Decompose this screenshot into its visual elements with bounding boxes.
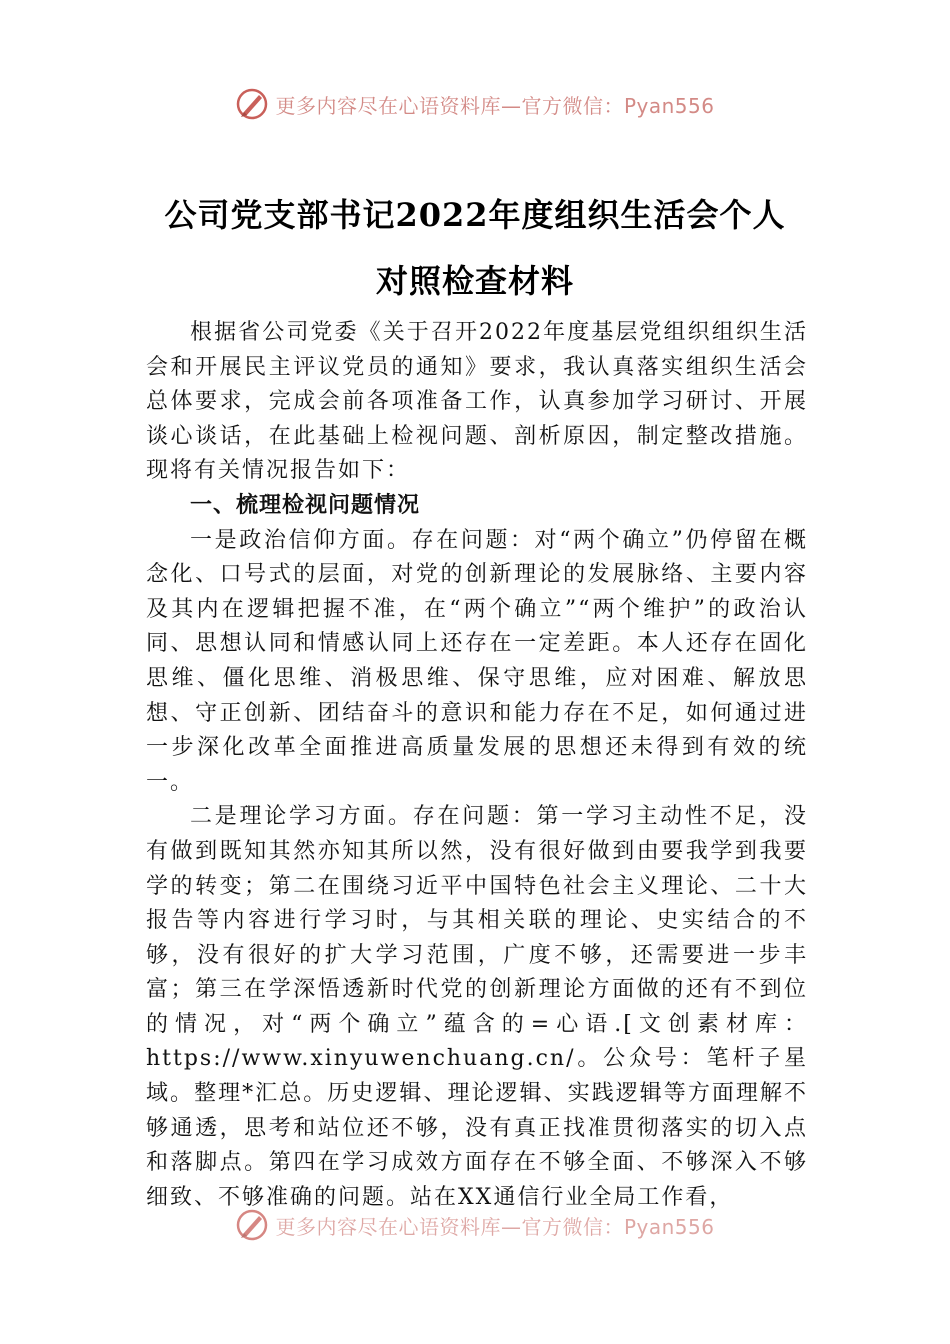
pen-logo-icon <box>235 87 269 121</box>
watermark-footer <box>0 1205 950 1245</box>
watermark-text-footer: 更多内容尽在心语资料库—官方微信：Pyan556 <box>275 1214 715 1239</box>
pen-logo-icon <box>235 1208 269 1242</box>
section-heading: 一、梳理检视问题情况 <box>190 492 421 518</box>
item-theory-study: 二是理论学习方面。存在问题：第一学习主动性不足，没有做到既知其然亦知其所以然，没有很好做到由要我学到我要学的转变；第二在围绕习近平中国特色社会主义理论、二十大报告等内容进行学习时，与其相关联的理论、史实结合的不够，没有很好的扩大学习范围，广度不够，还需要进一步丰富；第三在学深悟透新时代党的创新理论方面做的还有不到位的情况，对“两个确立”蕴含的=心语.[文创素材库：https://www.xinyuwenchuang.cn/。公众号：笔杆子星域。整理*汇总。历史逻辑、理论逻辑、实践逻辑等方面理解不够通透，思考和站位还不够，没有真正找准贯彻落实的切入点和落脚点。第四在学习成效方面存在不够全面、不够深入不够细致、不够准确的问题。站在XX通信行业全局工作看， <box>146 804 808 1210</box>
watermark-text: 更多内容尽在心语资料库—官方微信：Pyan556 <box>275 93 715 118</box>
document-title-line-1: 公司党支部书记2022年度组织生活会个人 <box>164 196 786 234</box>
item-political-belief: 一是政治信仰方面。存在问题：对“两个确立”仍停留在概念化、口号式的层面，对党的创新理论的发展脉络、主要内容及其内在逻辑把握不准，在“两个确立”“两个维护”的政治认同、思想认同和情感认同上还存在一定差距。本人还存在固化思维、僵化思维、消极思维、保守思维，应对困难、解放思想、守正创新、团结奋斗的意识和能力存在不足，如何通过进一步深化改革全面推进高质量发展的思想还未得到有效的统一。 <box>146 527 808 795</box>
intro-paragraph: 根据省公司党委《关于召开2022年度基层党组织组织生活会和开展民主评议党员的通知》要求，我认真落实组织生活会总体要求，完成会前各项准备工作，认真参加学习研讨、开展谈心谈话，在此基础上检视问题、剖析原因，制定整改措施。现将有关情况报告如下： <box>146 320 808 484</box>
document-body <box>146 316 808 1215</box>
watermark-header <box>0 84 950 124</box>
document-title-line-2: 对照检查材料 <box>375 262 574 300</box>
